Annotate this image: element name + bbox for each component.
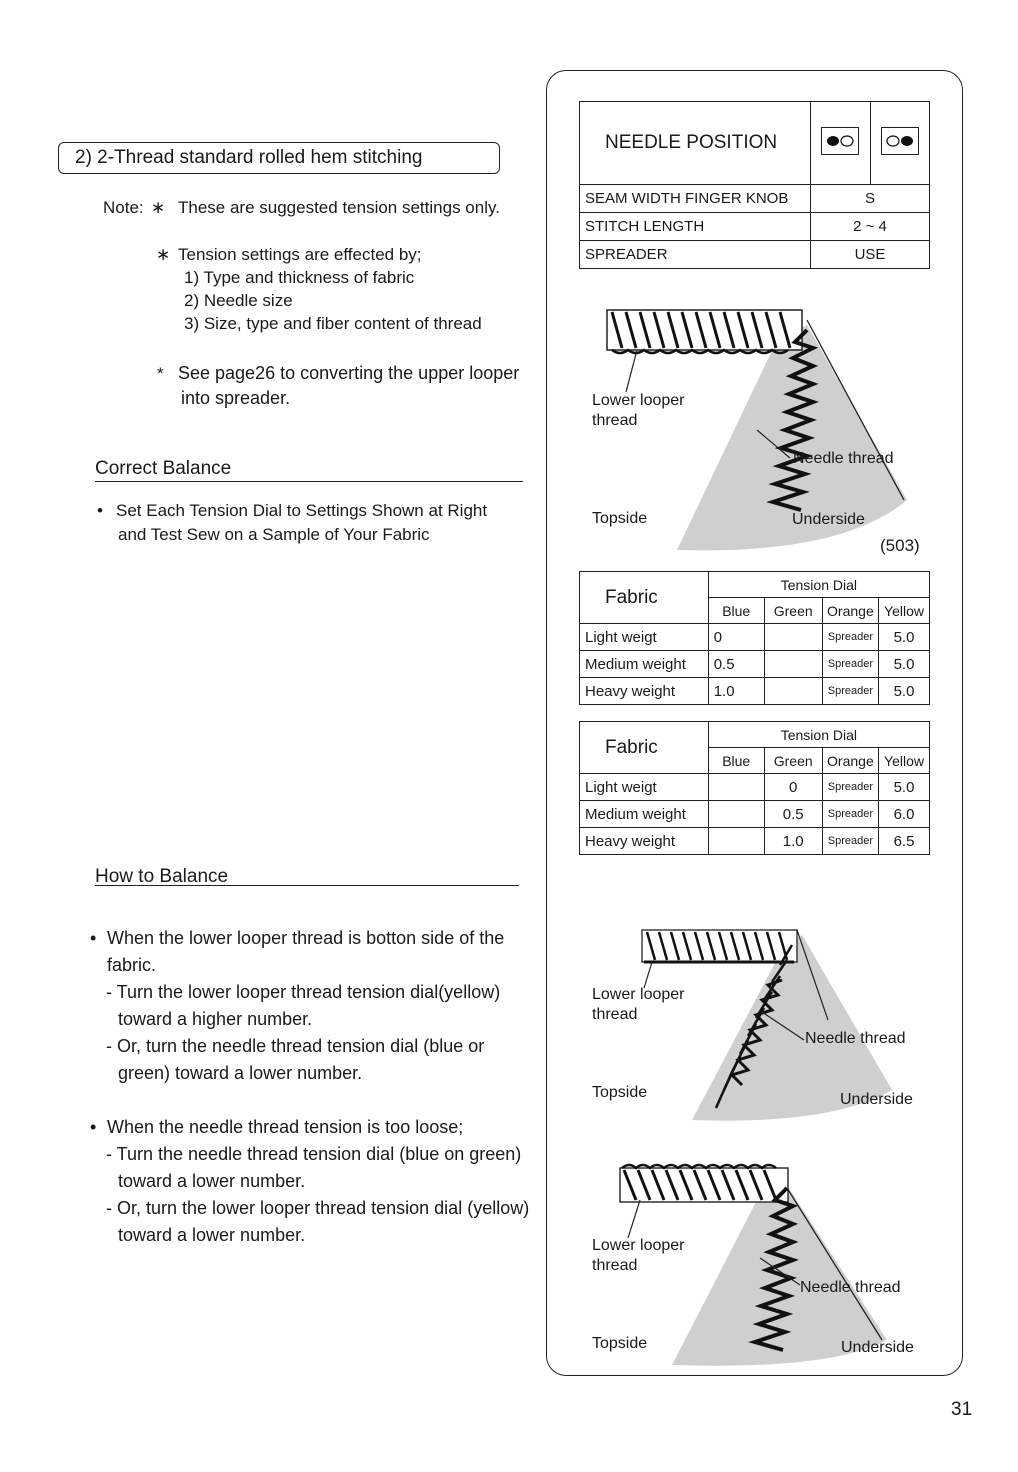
- yellow-medium: 6.0: [879, 801, 930, 828]
- note-star-1: ∗: [151, 198, 166, 217]
- blue-light: [708, 774, 764, 801]
- correct-balance-line-1: Set Each Tension Dial to Settings Shown at Right: [116, 501, 488, 520]
- yellow-light: 5.0: [879, 774, 930, 801]
- blue-heavy: 1.0: [708, 678, 764, 705]
- htb-b1-line-1: When the lower looper thread is botton side of the: [107, 928, 505, 948]
- note-label: Note:: [103, 198, 144, 217]
- diagram3-topside: Topside: [592, 1335, 648, 1352]
- orange-light: Spreader: [822, 774, 878, 801]
- htb-b1-line-2: fabric.: [107, 955, 157, 975]
- yellow-header: Yellow: [879, 748, 930, 774]
- blue-light: 0: [708, 624, 764, 651]
- tension-dial-header: Tension Dial: [708, 572, 929, 598]
- note-item-2: 2) Needle size: [184, 291, 293, 310]
- diagram2-lower-looper-2: thread: [592, 1006, 638, 1023]
- orange-medium: Spreader: [822, 651, 878, 678]
- yellow-medium: 5.0: [879, 651, 930, 678]
- spreader-value: USE: [811, 241, 930, 269]
- orange-light: Spreader: [822, 624, 878, 651]
- tension-table-green: [579, 721, 930, 855]
- yellow-light: 5.0: [879, 624, 930, 651]
- row-label-medium: Medium weight: [580, 651, 709, 678]
- blue-header: Blue: [708, 748, 764, 774]
- see-page-line-2: into spreader.: [181, 388, 291, 408]
- correct-balance-line-2: and Test Sew on a Sample of Your Fabric: [118, 525, 430, 544]
- green-header: Green: [764, 748, 822, 774]
- see-page-line-1: See page26 to converting the upper looper: [178, 363, 520, 383]
- htb-b1-sub2-line-2: green) toward a lower number.: [118, 1063, 363, 1083]
- stitch-code: (503): [880, 536, 920, 555]
- htb-b2-line-1: When the needle thread tension is too loose;: [107, 1117, 464, 1137]
- note-item-3: 3) Size, type and fiber content of thread: [184, 314, 482, 333]
- seam-width-value: S: [811, 185, 930, 213]
- row-label-light: Light weigt: [580, 624, 709, 651]
- diagram3-lower-looper-1: Lower looper: [592, 1237, 685, 1254]
- htb-b2-sub2-line-2: toward a lower number.: [118, 1225, 306, 1245]
- orange-heavy: Spreader: [822, 678, 878, 705]
- note-star-3: *: [157, 364, 164, 383]
- note-star-2: ∗: [156, 245, 171, 264]
- bullet: •: [90, 1117, 97, 1137]
- row-label-heavy: Heavy weight: [580, 678, 709, 705]
- green-light: [764, 624, 822, 651]
- green-medium: 0.5: [764, 801, 822, 828]
- yellow-heavy: 6.5: [879, 828, 930, 855]
- stitch-length-value: 2 ~ 4: [811, 213, 930, 241]
- diagram3-lower-looper-2: thread: [592, 1257, 638, 1274]
- stitch-length-label: STITCH LENGTH: [580, 213, 811, 241]
- orange-heavy: Spreader: [822, 828, 878, 855]
- spreader-label: SPREADER: [580, 241, 811, 269]
- tension-table-blue: [579, 571, 930, 705]
- bullet: •: [97, 501, 103, 520]
- htb-b2-sub1-line-2: toward a lower number.: [118, 1171, 306, 1191]
- orange-header: Orange: [822, 598, 878, 624]
- section-title: 2) 2-Thread standard rolled hem stitching: [58, 142, 500, 174]
- yellow-heavy: 5.0: [879, 678, 930, 705]
- green-heavy: 1.0: [764, 828, 822, 855]
- green-header: Green: [764, 598, 822, 624]
- diagram3-needle-thread: Needle thread: [800, 1279, 901, 1296]
- note-item-1: 1) Type and thickness of fabric: [184, 268, 415, 287]
- diagram2-underside: Underside: [840, 1091, 913, 1108]
- yellow-header: Yellow: [879, 598, 930, 624]
- correct-balance-heading: Correct Balance: [95, 458, 232, 479]
- needle-right-icon: [881, 127, 919, 155]
- diagram1-lower-looper-1: Lower looper: [592, 392, 685, 409]
- diagram3-underside: Underside: [841, 1339, 914, 1356]
- htb-b1-sub1-line-2: toward a higher number.: [118, 1009, 313, 1029]
- settings-table: [579, 101, 930, 269]
- note-line-2: Tension settings are effected by;: [178, 245, 422, 264]
- blue-heavy: [708, 828, 764, 855]
- row-label-light: Light weigt: [580, 774, 709, 801]
- blue-medium: 0.5: [708, 651, 764, 678]
- diagram1-underside: Underside: [792, 511, 865, 528]
- seam-width-label: SEAM WIDTH FINGER KNOB: [580, 185, 811, 213]
- page-number: 31: [951, 1399, 973, 1420]
- diagram1-needle-thread: Needle thread: [793, 450, 894, 467]
- htb-b2-sub1-line-1: - Turn the needle thread tension dial (blue on green): [106, 1144, 522, 1164]
- diagram2-topside: Topside: [592, 1084, 648, 1101]
- how-to-balance-heading: How to Balance: [95, 866, 229, 887]
- needle-position-label: NEEDLE POSITION: [580, 102, 811, 185]
- green-medium: [764, 651, 822, 678]
- tension-dial-header: Tension Dial: [708, 722, 929, 748]
- row-label-heavy: Heavy weight: [580, 828, 709, 855]
- blue-medium: [708, 801, 764, 828]
- heading-rule: [95, 885, 519, 886]
- heading-rule: [95, 481, 523, 482]
- htb-b2-sub2-line-1: - Or, turn the lower looper thread tension dial (yellow): [106, 1198, 530, 1218]
- diagram2-lower-looper-1: Lower looper: [592, 986, 685, 1003]
- diagram2-needle-thread: Needle thread: [805, 1030, 906, 1047]
- green-heavy: [764, 678, 822, 705]
- blue-header: Blue: [708, 598, 764, 624]
- needle-left-icon: [821, 127, 859, 155]
- green-light: 0: [764, 774, 822, 801]
- bullet: •: [90, 928, 97, 948]
- orange-header: Orange: [822, 748, 878, 774]
- diagram1-lower-looper-2: thread: [592, 412, 638, 429]
- fabric-header: Fabric: [580, 572, 709, 624]
- htb-b1-sub2-line-1: - Or, turn the needle thread tension dial (blue or: [106, 1036, 485, 1056]
- orange-medium: Spreader: [822, 801, 878, 828]
- htb-b1-sub1-line-1: - Turn the lower looper thread tension dial(yellow): [106, 982, 501, 1002]
- fabric-header: Fabric: [580, 722, 709, 774]
- note-line-1: These are suggested tension settings only.: [178, 198, 500, 217]
- row-label-medium: Medium weight: [580, 801, 709, 828]
- diagram1-topside: Topside: [592, 510, 648, 527]
